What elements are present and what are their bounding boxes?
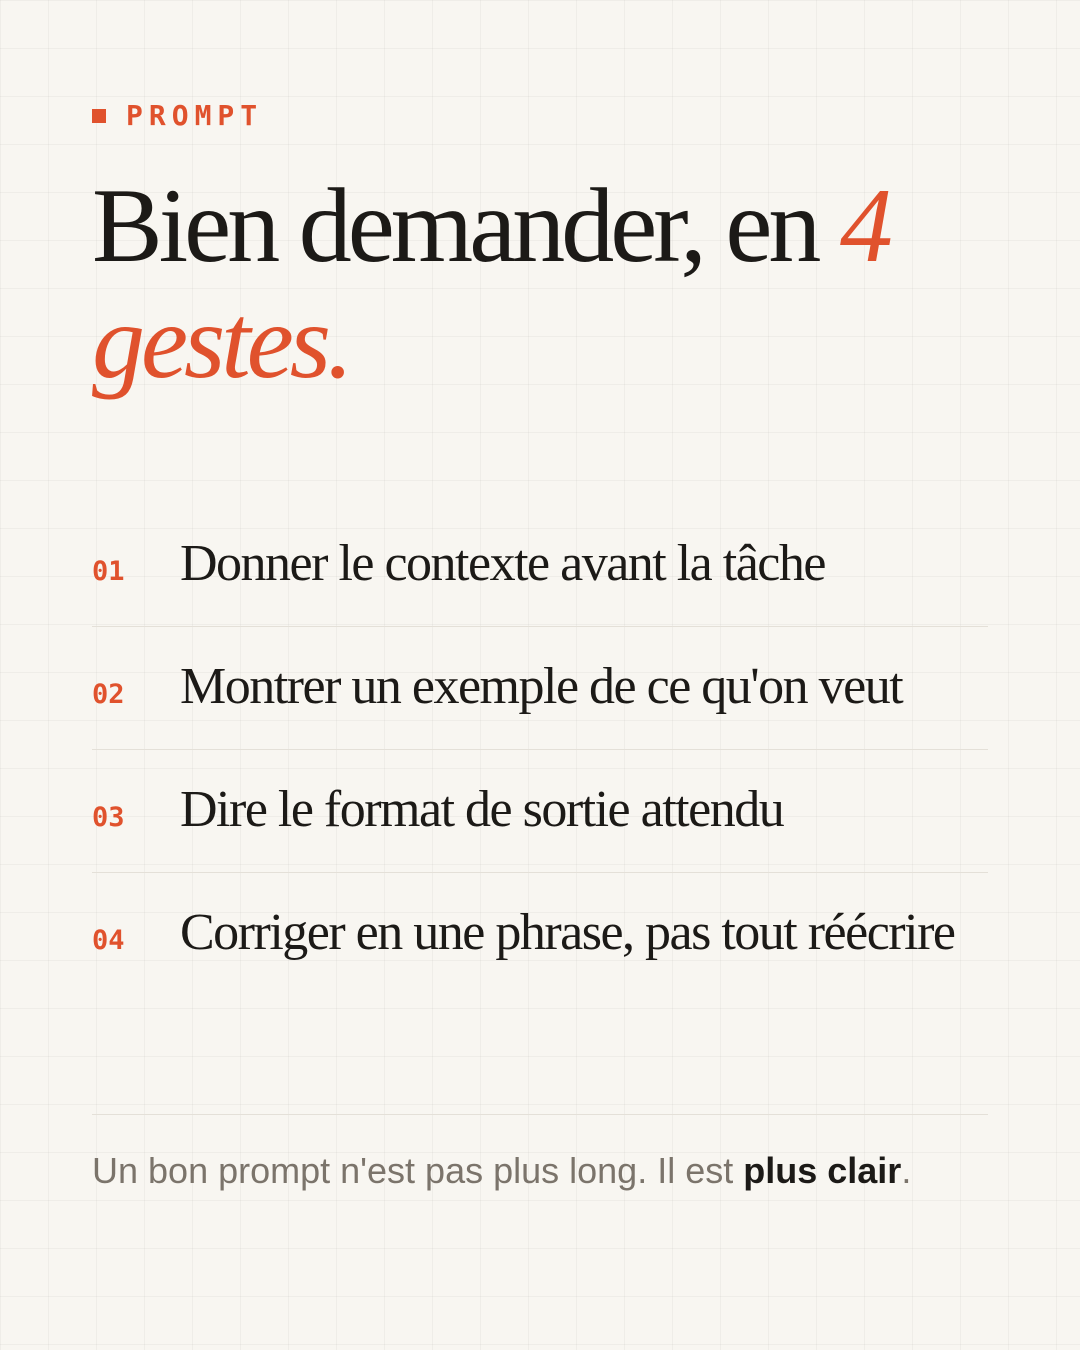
kicker-square-icon bbox=[92, 109, 106, 123]
item-text: Montrer un exemple de ce qu'on veut bbox=[180, 658, 903, 715]
item-number: 03 bbox=[92, 802, 125, 833]
page-title-text: Bien demander, en bbox=[92, 167, 818, 284]
kicker-label: PROMPT bbox=[126, 99, 264, 132]
list-item bbox=[92, 627, 988, 750]
list-item bbox=[92, 750, 988, 873]
footer-text: Un bon prompt n'est pas plus long. Il est bbox=[92, 1150, 734, 1191]
footer-emphasis: plus clair bbox=[743, 1150, 902, 1191]
list-item bbox=[92, 873, 988, 996]
item-text: Corriger en une phrase, pas tout réécrire bbox=[180, 904, 955, 961]
item-text: Donner le contexte avant la tâche bbox=[180, 535, 825, 592]
footer-divider bbox=[92, 1114, 988, 1115]
footer-note bbox=[92, 1148, 912, 1194]
item-number: 04 bbox=[92, 925, 125, 956]
item-number: 01 bbox=[92, 556, 125, 587]
kicker bbox=[92, 101, 263, 131]
item-number: 02 bbox=[92, 679, 125, 710]
list-item bbox=[92, 504, 988, 627]
tips-list bbox=[92, 504, 988, 996]
page-title bbox=[92, 168, 992, 400]
page-title-accent: 4 gestes. bbox=[92, 167, 889, 400]
item-text: Dire le format de sortie attendu bbox=[180, 781, 784, 838]
footer-end: . bbox=[901, 1150, 912, 1191]
